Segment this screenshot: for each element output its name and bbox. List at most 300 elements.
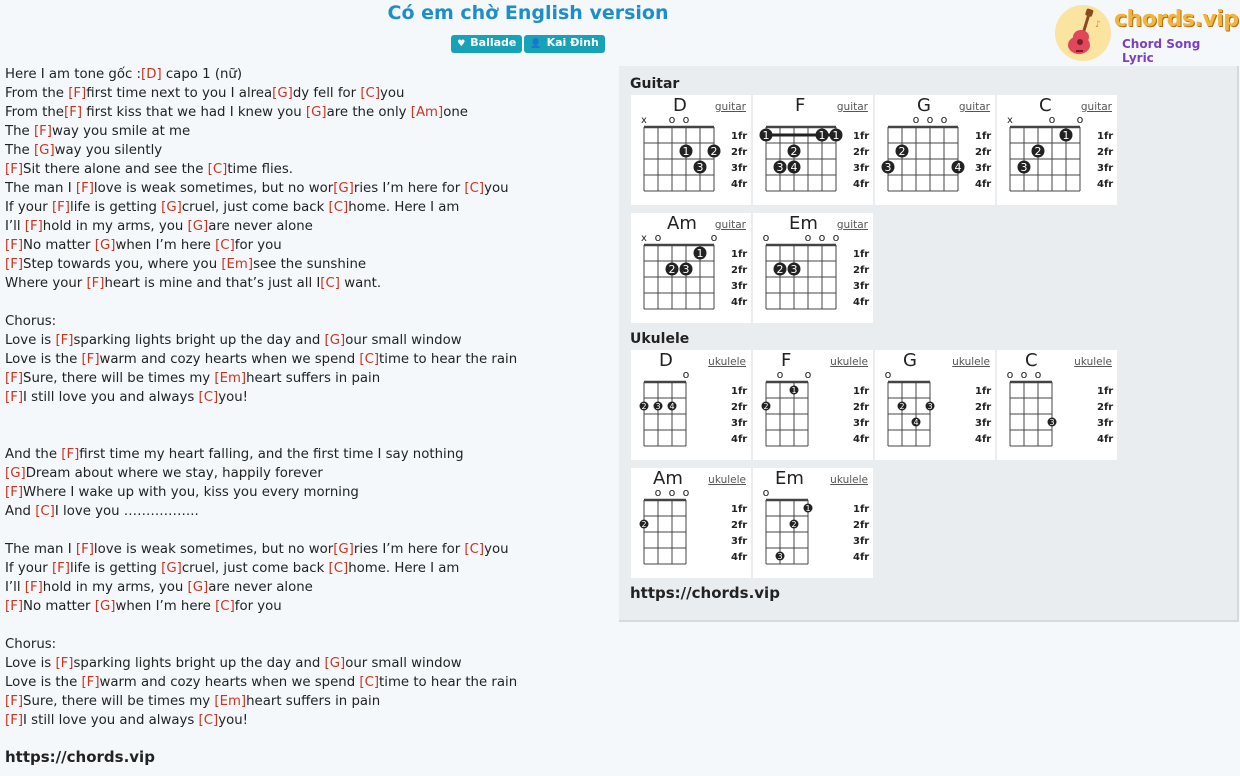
chord-link[interactable]: [G]	[5, 466, 26, 481]
chord-link[interactable]: [F]	[64, 105, 83, 120]
chord-link[interactable]: [G]	[161, 200, 182, 215]
fret-label: 3fr	[731, 281, 748, 292]
chord-link[interactable]: [G]	[333, 542, 354, 557]
lyric-text: No matter	[23, 238, 95, 253]
chord-link[interactable]: [F]	[5, 713, 24, 728]
fret-label: 1fr	[853, 504, 870, 515]
lyric-text: And the	[5, 447, 62, 462]
lyric-line	[5, 84, 605, 103]
chord-name: C	[1039, 95, 1052, 116]
chord-link[interactable]: [G]	[333, 181, 354, 196]
lyric-text: Love is	[5, 656, 56, 671]
lyric-text: heart suffers in pain	[246, 694, 381, 709]
fret-label: 3fr	[1097, 418, 1114, 429]
chord-card-c-guitar[interactable]	[997, 95, 1117, 205]
fret-label: 1fr	[975, 386, 992, 397]
chord-name: G	[903, 350, 917, 371]
open-string-marker: o	[1020, 368, 1028, 381]
lyric-line	[5, 502, 605, 521]
lyric-text: are never alone	[208, 219, 313, 234]
chord-name: Em	[775, 468, 804, 489]
lyric-text: I’ll	[5, 580, 25, 595]
instrument-link[interactable]: ukulele	[708, 474, 746, 486]
lyric-line	[5, 255, 605, 274]
lyric-text: hold in my arms, you	[42, 580, 188, 595]
instrument-link[interactable]: ukulele	[1074, 356, 1112, 368]
finger-number: 4	[913, 418, 919, 427]
chord-link[interactable]: [C]	[198, 390, 219, 405]
chord-link[interactable]: [C]	[328, 561, 349, 576]
fret-label: 3fr	[1097, 163, 1114, 174]
fret-label: 4fr	[853, 297, 870, 308]
chord-name: D	[673, 95, 687, 116]
fret-label: 1fr	[853, 386, 870, 397]
fret-label: 2fr	[731, 265, 748, 276]
heart-icon: ♥	[457, 39, 466, 49]
chord-card-em-ukulele[interactable]	[753, 468, 873, 578]
lyric-line	[5, 331, 605, 350]
guitar-icon	[1055, 5, 1111, 61]
lyric-text: first time next to you I alrea	[86, 86, 273, 101]
fret-label: 2fr	[731, 520, 748, 531]
chord-card-am-ukulele[interactable]	[631, 468, 751, 578]
lyric-text: way you silently	[54, 143, 163, 158]
finger-number: 2	[790, 145, 798, 158]
instrument-link[interactable]: ukulele	[952, 356, 990, 368]
chord-card-f-ukulele[interactable]	[753, 350, 873, 460]
lyric-text: our small window	[345, 333, 462, 348]
fret-label: 1fr	[975, 131, 992, 142]
instrument-link[interactable]: guitar	[836, 219, 868, 231]
chord-card-g-ukulele[interactable]	[875, 350, 995, 460]
lyric-line	[5, 236, 605, 255]
chord-card-am-guitar[interactable]	[631, 213, 751, 323]
fret-label: 1fr	[731, 504, 748, 515]
lyric-text: I love you ……………..	[54, 504, 199, 519]
finger-number: 1	[696, 247, 704, 260]
open-string-marker: o	[804, 368, 812, 381]
lyric-text: way you smile at me	[52, 124, 191, 139]
logo-subtitle: Chord Song Lyric	[1122, 37, 1201, 65]
fret-label: 4fr	[731, 179, 748, 190]
finger-number: 4	[790, 161, 798, 174]
chord-link[interactable]: [F]	[81, 675, 100, 690]
lyric-text: The	[5, 124, 34, 139]
open-string-marker: o	[884, 368, 892, 381]
chord-link[interactable]: [C]	[359, 352, 380, 367]
chord-link[interactable]: [G]	[33, 143, 55, 158]
open-string-marker: o	[804, 231, 812, 244]
chord-link[interactable]: [C]	[464, 542, 485, 557]
chord-link[interactable]: [F]	[33, 124, 52, 139]
lyric-line	[5, 293, 605, 312]
chord-link[interactable]: [Em]	[221, 257, 254, 272]
chord-link[interactable]: [F]	[5, 485, 24, 500]
tag-genre[interactable]	[451, 35, 522, 53]
chord-link[interactable]: [Em]	[214, 371, 247, 386]
lyric-line	[5, 464, 605, 483]
finger-number: 3	[776, 161, 784, 174]
lyric-text: first time my heart falling, and the first time I say nothing	[79, 447, 464, 462]
chord-link[interactable]: [C]	[464, 181, 485, 196]
lyric-text: Sure, there will be times my	[23, 371, 215, 386]
open-string-marker: o	[1048, 113, 1056, 126]
chord-link[interactable]: [C]	[198, 713, 219, 728]
fret-label: 4fr	[853, 552, 870, 563]
chord-link[interactable]: [F]	[5, 257, 24, 272]
lyric-line	[5, 312, 605, 331]
lyric-text: you	[484, 181, 509, 196]
finger-number: 1	[1062, 129, 1070, 142]
muted-string-marker: x	[641, 233, 647, 244]
chord-link[interactable]: [C]	[320, 276, 340, 291]
open-string-marker: o	[668, 486, 676, 499]
finger-number: 1	[762, 129, 770, 142]
chord-link[interactable]: [G]	[161, 561, 182, 576]
lyric-text: The man I	[5, 181, 76, 196]
open-string-marker: o	[1006, 368, 1014, 381]
finger-number: 2	[898, 145, 906, 158]
fret-label: 4fr	[975, 434, 992, 445]
fret-label: 2fr	[853, 147, 870, 158]
instrument-link[interactable]: guitar	[958, 101, 990, 113]
lyric-line	[5, 160, 605, 179]
tag-genre-label: Ballade	[470, 36, 517, 49]
fret-label: 3fr	[853, 163, 870, 174]
open-string-marker: o	[762, 231, 770, 244]
fret-label: 2fr	[1097, 147, 1114, 158]
finger-number: 2	[776, 263, 784, 276]
chord-link[interactable]: [F]	[75, 542, 94, 557]
chord-card-g-guitar[interactable]	[875, 95, 995, 205]
finger-number: 2	[791, 520, 797, 529]
fret-label: 3fr	[731, 163, 748, 174]
user-icon: 👤	[530, 39, 542, 49]
lyric-text: The	[5, 143, 34, 158]
chord-name: D	[659, 350, 673, 371]
lyric-text: Step towards you, where you	[23, 257, 222, 272]
lyric-text: Love is the	[5, 352, 82, 367]
finger-number: 3	[696, 161, 704, 174]
fret-label: 1fr	[731, 386, 748, 397]
lyric-line	[5, 103, 605, 122]
lyric-text: cruel, just come back	[181, 561, 329, 576]
fret-label: 4fr	[731, 434, 748, 445]
open-string-marker: o	[668, 113, 676, 126]
chord-card-c-ukulele[interactable]	[997, 350, 1117, 460]
chord-link[interactable]: [F]	[5, 238, 24, 253]
lyric-text: Where I wake up with you, kiss you every morning	[23, 485, 359, 500]
lyric-line	[5, 122, 605, 141]
chord-card-d-guitar[interactable]	[631, 95, 751, 205]
lyric-line	[5, 692, 605, 711]
lyric-text: one	[443, 105, 468, 120]
lyric-line	[5, 350, 605, 369]
lyric-text: Chorus:	[5, 314, 57, 329]
fret-label: 4fr	[731, 552, 748, 563]
tag-artist[interactable]	[524, 35, 604, 53]
lyric-text: From the	[5, 105, 64, 120]
tag-list	[0, 35, 1056, 53]
lyric-text: sparking lights bright up the day and	[73, 333, 325, 348]
lyric-line	[5, 635, 605, 654]
fret-label: 1fr	[853, 131, 870, 142]
chord-link[interactable]: [C]	[360, 86, 381, 101]
lyric-text: heart suffers in pain	[246, 371, 381, 386]
finger-number: 2	[899, 402, 905, 411]
fret-label: 4fr	[1097, 434, 1114, 445]
lyric-text: I still love you and always	[23, 390, 199, 405]
open-string-marker: o	[926, 113, 934, 126]
fret-label: 4fr	[853, 179, 870, 190]
fret-label: 2fr	[975, 402, 992, 413]
lyric-text: hold in my arms, you	[42, 219, 188, 234]
finger-number: 3	[884, 161, 892, 174]
lyric-line	[5, 540, 605, 559]
lyric-text: capo 1 (nữ)	[161, 67, 243, 82]
fret-label: 3fr	[853, 418, 870, 429]
lyric-text: Where your	[5, 276, 87, 291]
finger-number: 3	[655, 402, 661, 411]
fret-label: 3fr	[731, 536, 748, 547]
lyric-text: home. Here I am	[348, 200, 460, 215]
chord-link[interactable]: [F]	[24, 580, 43, 595]
chord-link[interactable]: [F]	[24, 219, 43, 234]
lyric-text: No matter	[23, 599, 95, 614]
instrument-link[interactable]: ukulele	[830, 474, 868, 486]
lyric-text: If your	[5, 200, 52, 215]
chord-link[interactable]: [Am]	[410, 105, 444, 120]
finger-number: 2	[1034, 145, 1042, 158]
chord-link[interactable]: [G]	[324, 656, 346, 671]
chord-link[interactable]: [G]	[305, 105, 327, 120]
svg-text:♪: ♪	[1095, 20, 1101, 30]
open-string-marker: o	[818, 231, 826, 244]
chord-link[interactable]: [F]	[61, 447, 80, 462]
fret-label: 2fr	[731, 147, 748, 158]
lyric-text: time to hear the rain	[379, 352, 518, 367]
chord-link[interactable]: [F]	[86, 276, 105, 291]
fret-label: 1fr	[731, 131, 748, 142]
lyrics-site-url[interactable]: https://chords.vip	[5, 748, 155, 766]
lyric-text: when I’m here	[115, 238, 216, 253]
chord-card-d-ukulele[interactable]	[631, 350, 751, 460]
lyric-text: I’ll	[5, 219, 25, 234]
chord-link[interactable]: [F]	[5, 371, 24, 386]
logo-text: chords.vip	[1114, 7, 1239, 32]
chord-link[interactable]: [G]	[187, 219, 209, 234]
chord-name: F	[781, 350, 792, 371]
finger-number: 1	[805, 504, 811, 513]
finger-number: 4	[669, 402, 675, 411]
fret-label: 4fr	[975, 179, 992, 190]
lyric-text: time flies.	[227, 162, 293, 177]
chord-diagram-panel	[619, 66, 1239, 622]
chord-link[interactable]: [F]	[5, 599, 24, 614]
chord-name: G	[917, 95, 931, 116]
chord-link[interactable]: [F]	[55, 333, 74, 348]
lyric-line	[5, 597, 605, 616]
instrument-link[interactable]: guitar	[836, 101, 868, 113]
chord-link[interactable]: [C]	[328, 200, 349, 215]
lyric-text: cruel, just come back	[181, 200, 329, 215]
lyric-text: see the sunshine	[253, 257, 367, 272]
lyric-text: I still love you and always	[23, 713, 199, 728]
lyric-text: dy fell for	[292, 86, 361, 101]
chord-link[interactable]: [D]	[141, 67, 162, 82]
lyric-text: Here I am tone gốc :	[5, 67, 142, 82]
muted-string-marker: x	[1007, 115, 1013, 126]
chord-name: Em	[789, 213, 818, 234]
fret-label: 1fr	[1097, 386, 1114, 397]
instrument-link[interactable]: guitar	[714, 219, 746, 231]
chord-link[interactable]: [G]	[324, 333, 346, 348]
chord-card-em-guitar[interactable]	[753, 213, 873, 323]
ukulele-section-label: Ukulele	[630, 331, 690, 347]
chord-link[interactable]: [C]	[207, 162, 228, 177]
fret-label: 3fr	[853, 281, 870, 292]
lyric-text: And	[5, 504, 36, 519]
chord-link[interactable]: [G]	[94, 238, 116, 253]
chord-name: Am	[653, 468, 683, 489]
instrument-link[interactable]: guitar	[714, 101, 746, 113]
lyric-text: you!	[218, 713, 248, 728]
lyric-text: ries I’m here for	[353, 181, 465, 196]
instrument-link[interactable]: ukulele	[708, 356, 746, 368]
open-string-marker: o	[682, 486, 690, 499]
lyric-text: love is weak sometimes, but no wor	[93, 181, 334, 196]
open-string-marker: o	[1034, 368, 1042, 381]
lyric-text: Chorus:	[5, 637, 57, 652]
chord-link[interactable]: [F]	[51, 561, 70, 576]
finger-number: 3	[777, 552, 783, 561]
chord-link[interactable]: [F]	[5, 390, 24, 405]
lyric-text: warm and cozy hearts when we spend	[99, 352, 360, 367]
fret-label: 2fr	[853, 520, 870, 531]
chord-link[interactable]: [C]	[215, 599, 235, 614]
lyric-text: you!	[218, 390, 248, 405]
chord-link[interactable]: [F]	[51, 200, 70, 215]
open-string-marker: o	[940, 113, 948, 126]
finger-number: 3	[927, 402, 933, 411]
lyric-text: for you	[234, 238, 282, 253]
chord-link[interactable]: [F]	[5, 694, 24, 709]
finger-number: 3	[790, 263, 798, 276]
fret-label: 3fr	[975, 163, 992, 174]
chord-link[interactable]: [C]	[35, 504, 55, 519]
lyric-text: sparking lights bright up the day and	[73, 656, 325, 671]
open-string-marker: o	[762, 486, 770, 499]
open-string-marker: o	[682, 368, 690, 381]
lyric-text: you	[484, 542, 509, 557]
lyric-text: want.	[339, 276, 382, 291]
lyric-text: Sit there alone and see the	[23, 162, 208, 177]
finger-number: 3	[1020, 161, 1028, 174]
lyric-text: first kiss that we had I knew you	[82, 105, 306, 120]
lyric-text: life is getting	[70, 200, 162, 215]
chord-link[interactable]: [G]	[272, 86, 293, 101]
muted-string-marker: x	[641, 115, 647, 126]
lyric-line	[5, 65, 605, 84]
lyric-text: Love is	[5, 333, 56, 348]
finger-number: 3	[682, 263, 690, 276]
finger-number: 2	[641, 520, 647, 529]
chord-link[interactable]: [Em]	[214, 694, 247, 709]
lyric-line	[5, 217, 605, 236]
fret-label: 2fr	[731, 402, 748, 413]
finger-number: 1	[832, 129, 840, 142]
lyric-text: our small window	[345, 656, 462, 671]
chord-link[interactable]: [F]	[81, 352, 100, 367]
fret-label: 1fr	[1097, 131, 1114, 142]
lyric-text: home. Here I am	[348, 561, 460, 576]
fret-label: 2fr	[853, 265, 870, 276]
chord-link[interactable]: [C]	[359, 675, 380, 690]
instrument-link[interactable]: guitar	[1080, 101, 1112, 113]
open-string-marker: o	[912, 113, 920, 126]
lyric-line	[5, 654, 605, 673]
finger-number: 3	[1049, 418, 1055, 427]
fret-label: 1fr	[731, 249, 748, 260]
lyric-text: you	[380, 86, 405, 101]
lyric-text: time to hear the rain	[379, 675, 518, 690]
lyric-line	[5, 445, 605, 464]
finger-number: 2	[710, 145, 718, 158]
lyric-text: ries I’m here for	[353, 542, 465, 557]
open-string-marker: o	[654, 486, 662, 499]
lyric-text: are never alone	[208, 580, 313, 595]
chord-link[interactable]: [F]	[55, 656, 74, 671]
open-string-marker: o	[832, 231, 840, 244]
lyric-line	[5, 673, 605, 692]
lyric-line	[5, 198, 605, 217]
lyric-line	[5, 711, 605, 730]
lyric-text: when I’m here	[115, 599, 216, 614]
panel-site-url[interactable]: https://chords.vip	[630, 584, 780, 602]
open-string-marker: o	[776, 368, 784, 381]
chord-link[interactable]: [F]	[68, 86, 87, 101]
chord-card-f-guitar[interactable]	[753, 95, 873, 205]
song-title: Có em chờ English version	[387, 2, 669, 24]
lyric-text: are the only	[326, 105, 411, 120]
chord-link[interactable]: [F]	[5, 162, 24, 177]
finger-number: 4	[954, 161, 962, 174]
lyric-line	[5, 179, 605, 198]
lyric-line	[5, 578, 605, 597]
instrument-link[interactable]: ukulele	[830, 356, 868, 368]
lyric-text: love is weak sometimes, but no wor	[93, 542, 334, 557]
finger-number: 1	[682, 145, 690, 158]
chord-name: C	[1025, 350, 1038, 371]
lyric-line	[5, 426, 605, 445]
finger-number: 2	[641, 402, 647, 411]
lyric-line	[5, 521, 605, 540]
finger-number: 2	[763, 402, 769, 411]
lyric-text: Sure, there will be times my	[23, 694, 215, 709]
lyric-text: If your	[5, 561, 52, 576]
lyric-text: heart is mine and that’s just all I	[104, 276, 321, 291]
chord-link[interactable]: [G]	[94, 599, 116, 614]
lyric-line	[5, 274, 605, 293]
fret-label: 4fr	[731, 297, 748, 308]
fret-label: 3fr	[975, 418, 992, 429]
chord-link[interactable]: [C]	[215, 238, 235, 253]
guitar-section-label: Guitar	[630, 76, 680, 92]
chord-link[interactable]: [F]	[75, 181, 94, 196]
site-logo[interactable]	[1054, 3, 1239, 65]
chord-link[interactable]: [G]	[187, 580, 209, 595]
open-string-marker: o	[1076, 113, 1084, 126]
